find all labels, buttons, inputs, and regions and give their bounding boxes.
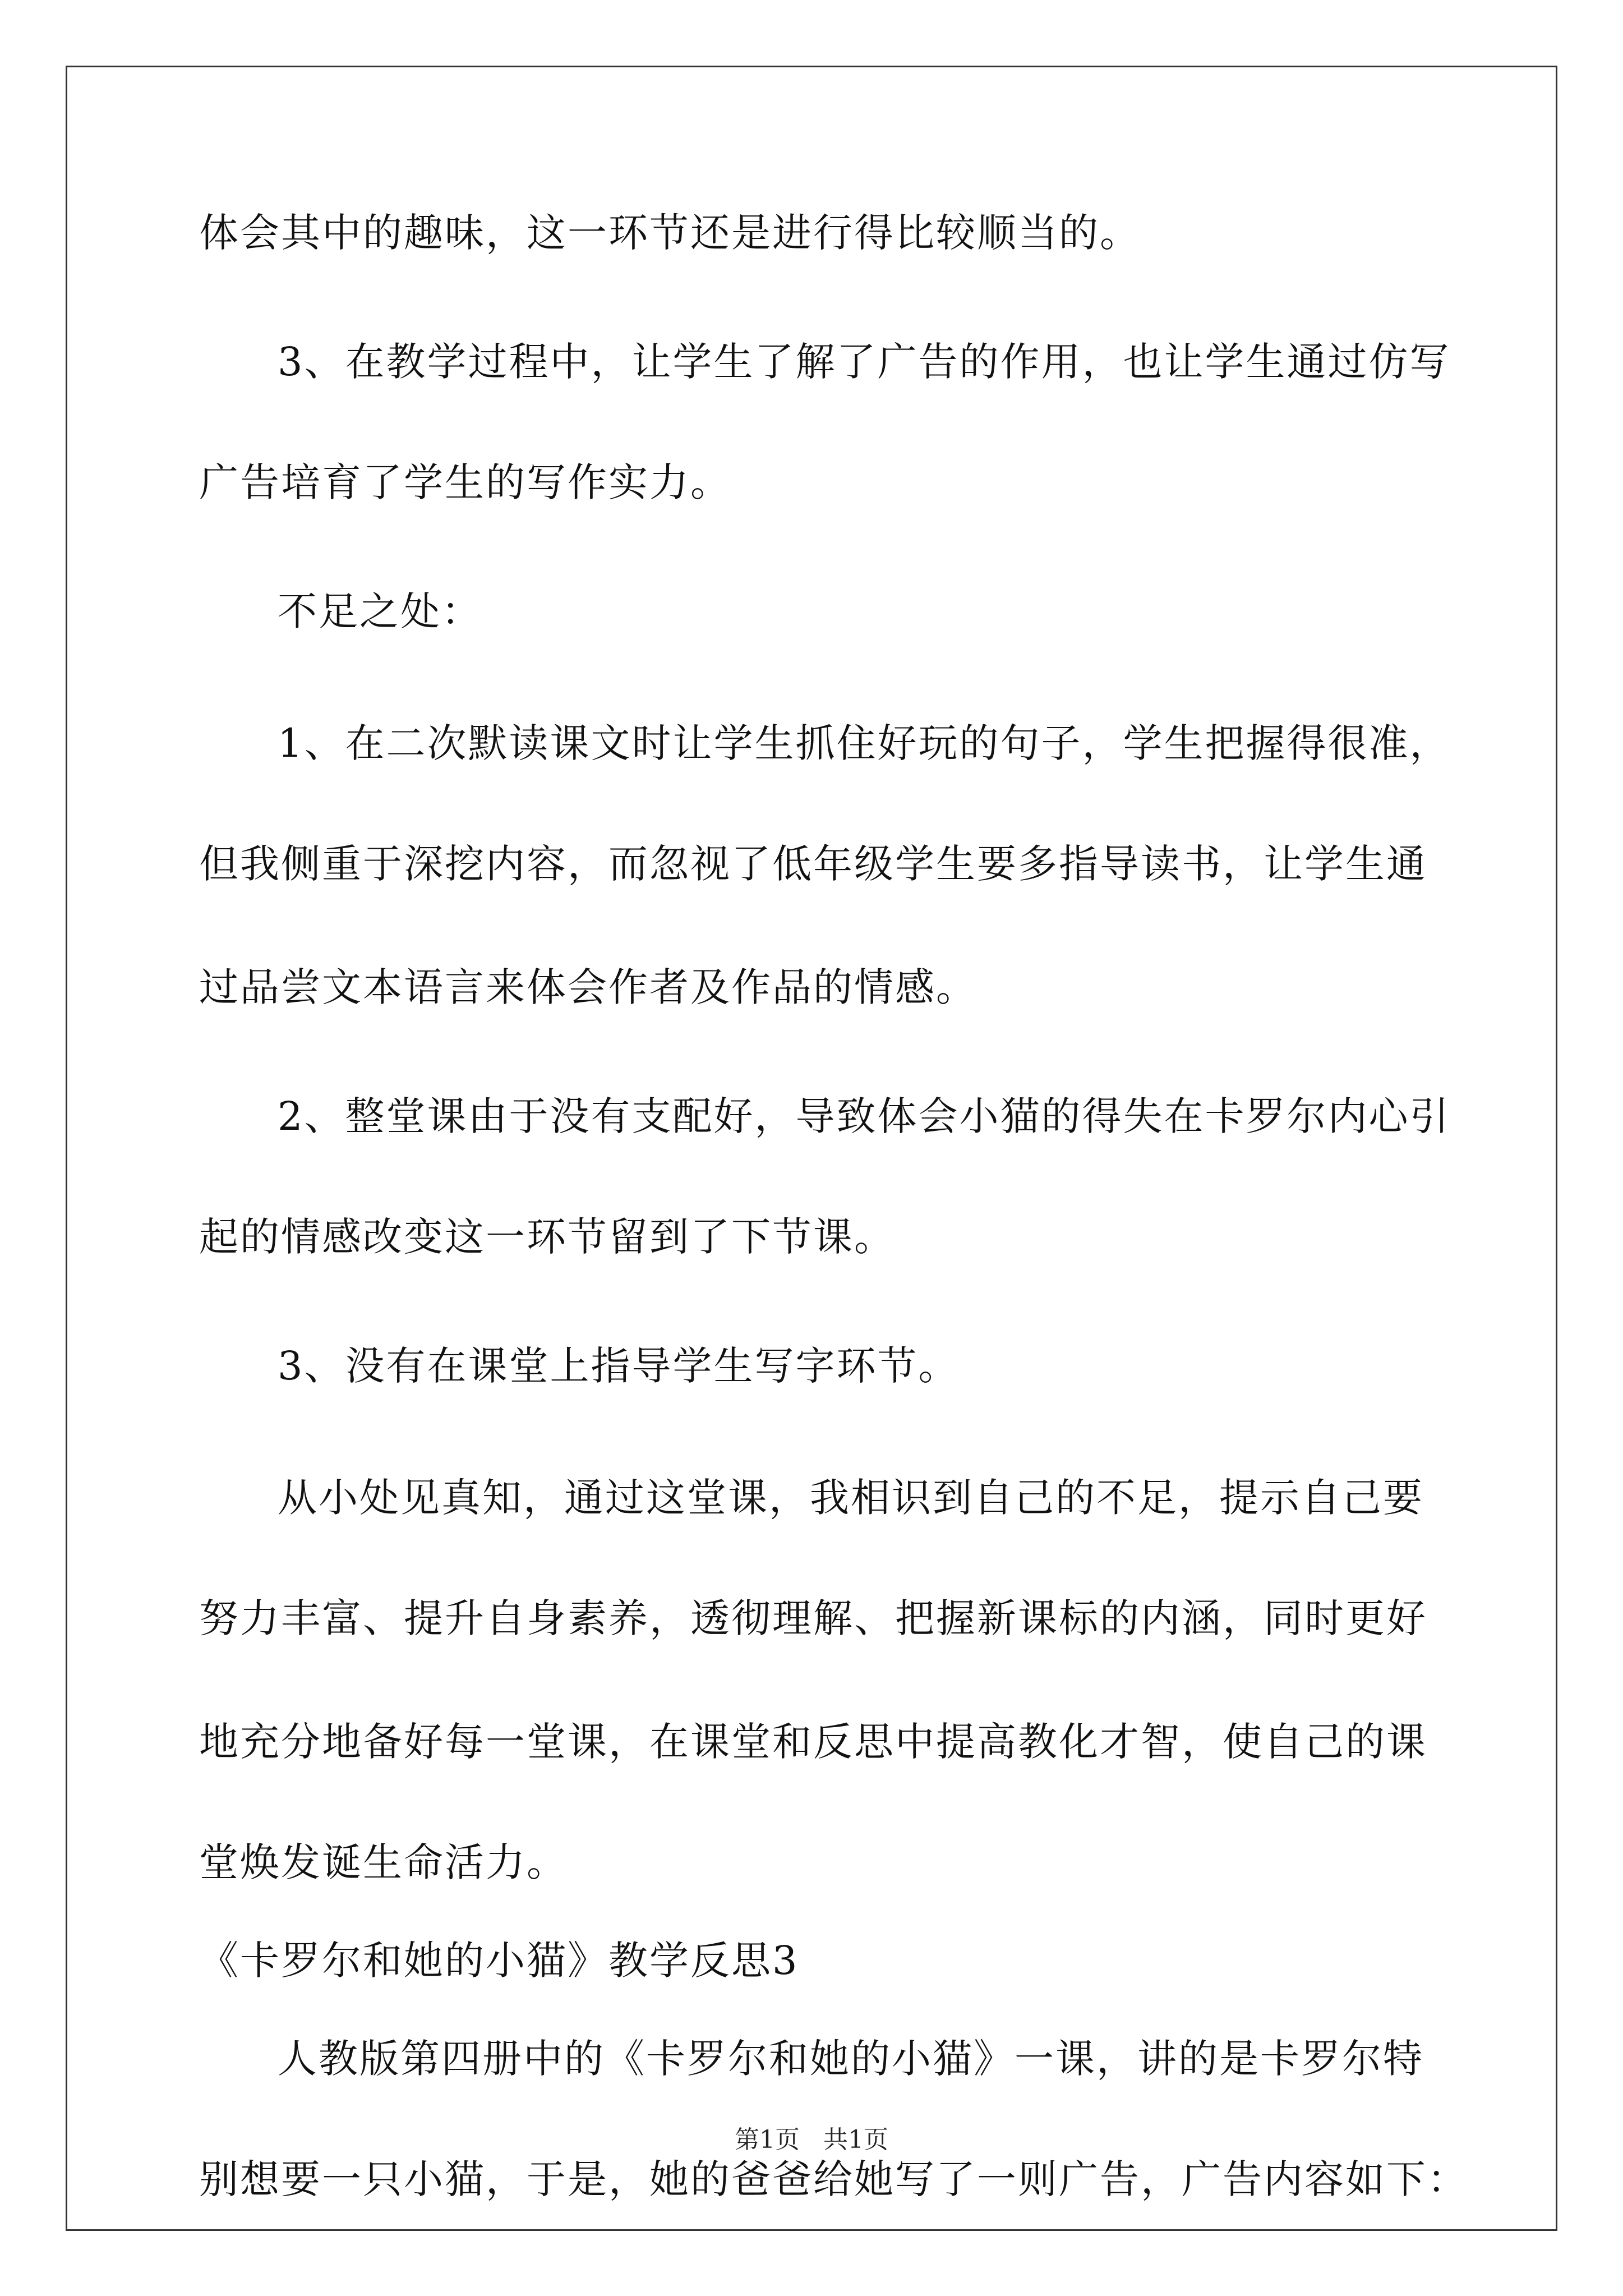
paragraph-line: 广告培育了学生的写作实力。 (199, 459, 731, 505)
paragraph-line: 堂焕发诞生命活力。 (199, 1839, 568, 1885)
paragraph-line: 人教版第四册中的《卡罗尔和她的小猫》一课，讲的是卡罗尔特 (278, 2036, 1424, 2082)
paragraph-line: 地充分地备好每一堂课，在课堂和反思中提高教化才智，使自己的课 (199, 1719, 1427, 1765)
paragraph-line: 2、整堂课由于没有支配好，导致体会小猫的得失在卡罗尔内心引 (278, 1093, 1451, 1139)
page-footer: 第1页 共1页 (735, 2125, 888, 2154)
paragraph-line: 努力丰富、提升自身素养，透彻理解、把握新课标的内涵，同时更好 (199, 1595, 1427, 1641)
paragraph-line: 起的情感改变这一环节留到了下节课。 (199, 1214, 895, 1260)
paragraph-line: 但我侧重于深挖内容，而忽视了低年级学生要多指导读书，让学生通 (199, 841, 1427, 887)
paragraph-line: 从小处见真知，通过这堂课，我相识到自己的不足，提示自己要 (278, 1475, 1424, 1521)
paragraph-line: 3、在教学过程中，让学生了解了广告的作用，也让学生通过仿写 (278, 339, 1451, 385)
paragraph-line: 体会其中的趣味，这一环节还是进行得比较顺当的。 (199, 210, 1141, 256)
page-border (66, 66, 1557, 2231)
paragraph-line: 别想要一只小猫，于是，她的爸爸给她写了一则广告，广告内容如下： (199, 2156, 1468, 2202)
article-title: 《卡罗尔和她的小猫》教学反思3 (199, 1938, 799, 1984)
paragraph-line: 过品尝文本语言来体会作者及作品的情感。 (199, 964, 977, 1010)
paragraph-line: 1、在二次默读课文时让学生抓住好玩的句子，学生把握得很准， (278, 720, 1451, 766)
paragraph-line: 3、没有在课堂上指导学生写字环节。 (278, 1343, 960, 1389)
section-heading: 不足之处： (278, 588, 482, 634)
